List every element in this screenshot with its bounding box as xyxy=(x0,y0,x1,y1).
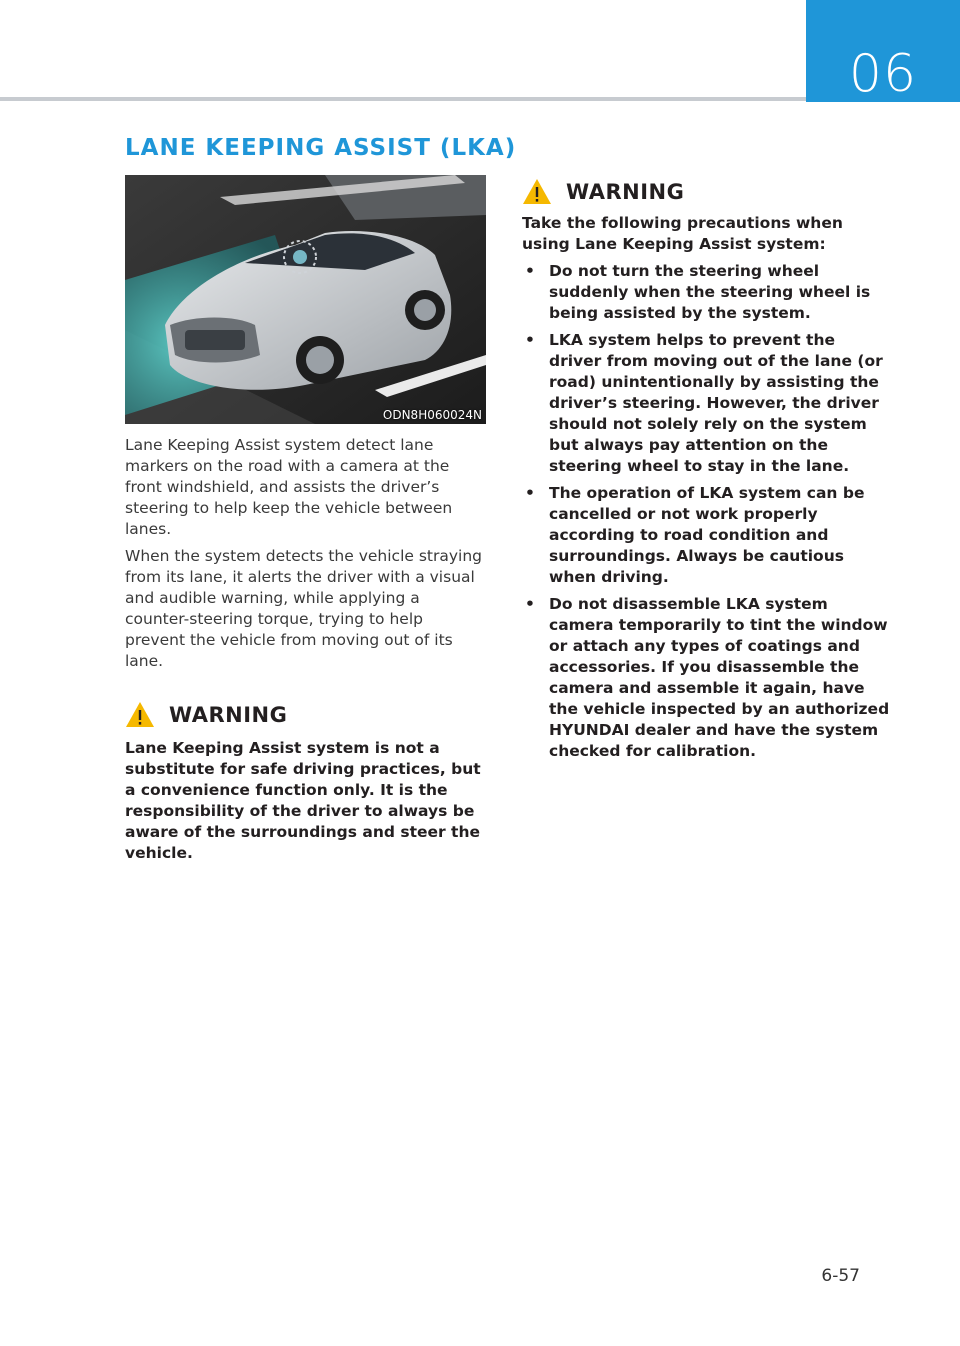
chapter-tab: 06 xyxy=(806,0,960,102)
list-item xyxy=(522,261,892,324)
bullet: • xyxy=(525,262,535,280)
list-item-text: Do not turn the steering wheel suddenly when the steering wheel is being assisted by the system. xyxy=(549,262,871,322)
list-item xyxy=(522,330,892,477)
section-title: LANE KEEPING ASSIST (LKA) xyxy=(125,135,517,161)
bullet: • xyxy=(525,595,535,613)
bullet: • xyxy=(525,331,535,349)
list-item-text: Do not disassemble LKA system camera temporarily to tint the window or attach any types of coatings and accessories. If you disassemble the camera and assemble it again, have the vehicle inspected by an authorized HYUNDAI dealer and have the system checked for calibration. xyxy=(549,595,890,760)
list-item xyxy=(522,594,892,762)
list-item-text: The operation of LKA system can be cancelled or not work properly according to road condition and surroundings. Always be cautious when driving. xyxy=(549,484,865,586)
description-paragraph-1: Lane Keeping Assist system detect lane markers on the road with a camera at the front windshield, and assists the driver’s steering to help keep the vehicle between lanes. xyxy=(125,436,453,538)
list-item xyxy=(522,483,892,588)
car-on-road-image xyxy=(125,175,486,424)
warning-triangle-icon xyxy=(125,700,155,730)
bullet: • xyxy=(525,484,535,502)
lka-illustration xyxy=(125,175,486,424)
header-rule xyxy=(0,97,806,101)
warning-1-text: Lane Keeping Assist system is not a substitute for safe driving practices, but a convenience function only. It is the responsibility of the driver to always be aware of the surroundings and steer the vehicle. xyxy=(125,739,481,862)
description-paragraph-2: When the system detects the vehicle straying from its lane, it alerts the driver with a visual and audible warning, while applying a counter-steering torque, trying to help prevent the vehicle from moving out of its lane. xyxy=(125,547,483,670)
warning-triangle-icon xyxy=(522,177,552,207)
page-number: 6-57 xyxy=(821,1266,860,1286)
warning-2-title: WARNING xyxy=(566,180,685,204)
warning-2-list xyxy=(522,261,892,768)
warning-2-header xyxy=(522,177,684,207)
list-item-text: LKA system helps to prevent the driver from moving out of the lane (or road) unintentionally by assisting the driver’s steering. However, the driver should not solely rely on the system but always pay attention on the steering wheel to stay in the lane. xyxy=(549,331,883,475)
warning-2-intro: Take the following precautions when using Lane Keeping Assist system: xyxy=(522,214,843,253)
figure-code: ODN8H060024N xyxy=(382,408,482,422)
warning-1-title: WARNING xyxy=(169,703,288,727)
warning-1-header xyxy=(125,700,287,730)
